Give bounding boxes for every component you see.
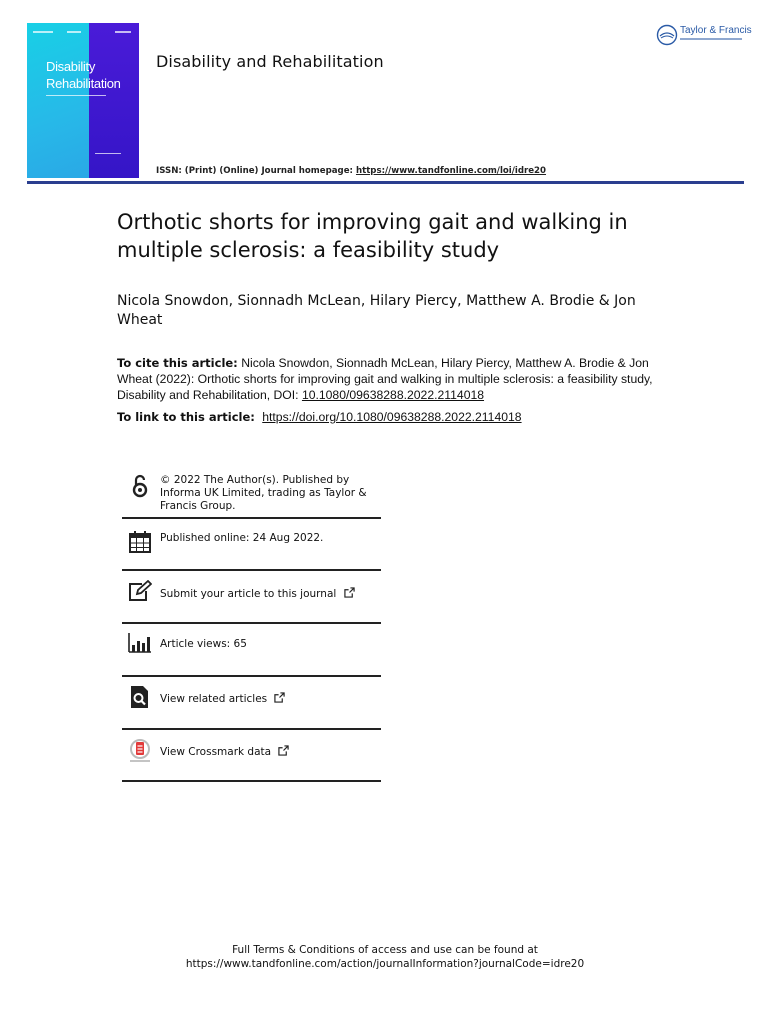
external-link-icon xyxy=(278,745,289,756)
crossmark-label: View Crossmark data xyxy=(160,746,272,758)
terms-footer-link[interactable]: https://www.tandfonline.com/action/journalInformation?journalCode=idre20 xyxy=(185,958,585,970)
article-title: Orthotic shorts for improving gait and walking in multiple sclerosis: a feasibility study xyxy=(117,210,628,262)
citation-block xyxy=(117,355,677,403)
cover-title-line2: Rehabilitation xyxy=(46,76,121,91)
meta-divider xyxy=(122,780,381,782)
submit-article-label: Submit your article to this journal xyxy=(160,588,337,600)
issn-line xyxy=(156,166,546,176)
publisher-logo[interactable] xyxy=(656,24,752,46)
crossmark-icon xyxy=(128,738,152,762)
meta-divider xyxy=(122,569,381,571)
related-articles-text xyxy=(160,692,385,706)
meta-divider xyxy=(122,728,381,730)
article-views xyxy=(122,632,381,662)
cover-detail xyxy=(115,31,131,33)
terms-footer xyxy=(0,943,770,971)
meta-divider xyxy=(122,675,381,677)
publisher-logo-icon xyxy=(656,24,678,46)
crossmark-link[interactable] xyxy=(122,738,381,768)
issn-label: ISSN: (Print) (Online) Journal homepage: xyxy=(156,166,353,176)
journal-title[interactable]: Disability and Rehabilitation xyxy=(156,52,384,71)
journal-homepage-link[interactable]: https://www.tandfonline.com/loi/idre20 xyxy=(355,166,547,176)
search-document-icon xyxy=(128,685,152,709)
submit-article-link[interactable] xyxy=(122,580,381,610)
open-access-icon xyxy=(128,474,152,498)
cover-panel-left xyxy=(27,23,89,178)
calendar-icon xyxy=(128,530,152,554)
article-doi-link[interactable]: https://doi.org/10.1080/09638288.2022.2114018 xyxy=(262,410,522,424)
article-authors: Nicola Snowdon, Sionnadh McLean, Hilary Piercy, Matthew A. Brodie & Jon Wheat xyxy=(117,293,636,328)
journal-cover xyxy=(27,23,139,178)
article-link-line xyxy=(117,410,522,424)
article-link-label: To link to this article: xyxy=(117,410,255,424)
article-views-text: Article views: 65 xyxy=(160,638,247,650)
cover-detail xyxy=(33,31,53,33)
citation-label: To cite this article: xyxy=(117,356,238,370)
cover-detail xyxy=(46,95,106,96)
open-access-notice xyxy=(122,474,381,516)
cover-panel-right xyxy=(89,23,139,178)
published-online xyxy=(122,530,381,560)
citation-text: Nicola Snowdon, Sionnadh McLean, Hilary Piercy, Matthew A. Brodie & Jon Wheat (2022): Orthotic shorts for improving gait and walking in multiple sclerosis: a feasibility study, Disability and Rehabilitation, DOI: xyxy=(117,356,653,402)
crossmark-text xyxy=(160,745,385,759)
terms-footer-line1: Full Terms & Conditions of access and use can be found at xyxy=(232,944,538,956)
open-access-text: © 2022 The Author(s). Published by Informa UK Limited, trading as Taylor & Francis Group. xyxy=(160,474,367,512)
external-link-icon xyxy=(274,692,285,703)
cover-detail xyxy=(67,31,81,33)
cover-title-line1: Disability xyxy=(46,59,96,74)
meta-divider xyxy=(122,517,381,519)
bar-chart-icon xyxy=(128,632,152,656)
related-articles-label: View related articles xyxy=(160,693,268,705)
edit-icon xyxy=(128,580,152,604)
external-link-icon xyxy=(344,587,355,598)
publisher-logo-text: Taylor & Francis xyxy=(680,25,752,36)
header-divider xyxy=(27,181,744,184)
cover-detail xyxy=(95,153,121,154)
published-online-text: Published online: 24 Aug 2022. xyxy=(160,532,324,544)
submit-article-text xyxy=(160,587,385,601)
related-articles-link[interactable] xyxy=(122,685,381,715)
meta-divider xyxy=(122,622,381,624)
publisher-logo-tagline xyxy=(680,38,742,40)
citation-doi-link[interactable]: 10.1080/09638288.2022.2114018 xyxy=(301,388,485,402)
